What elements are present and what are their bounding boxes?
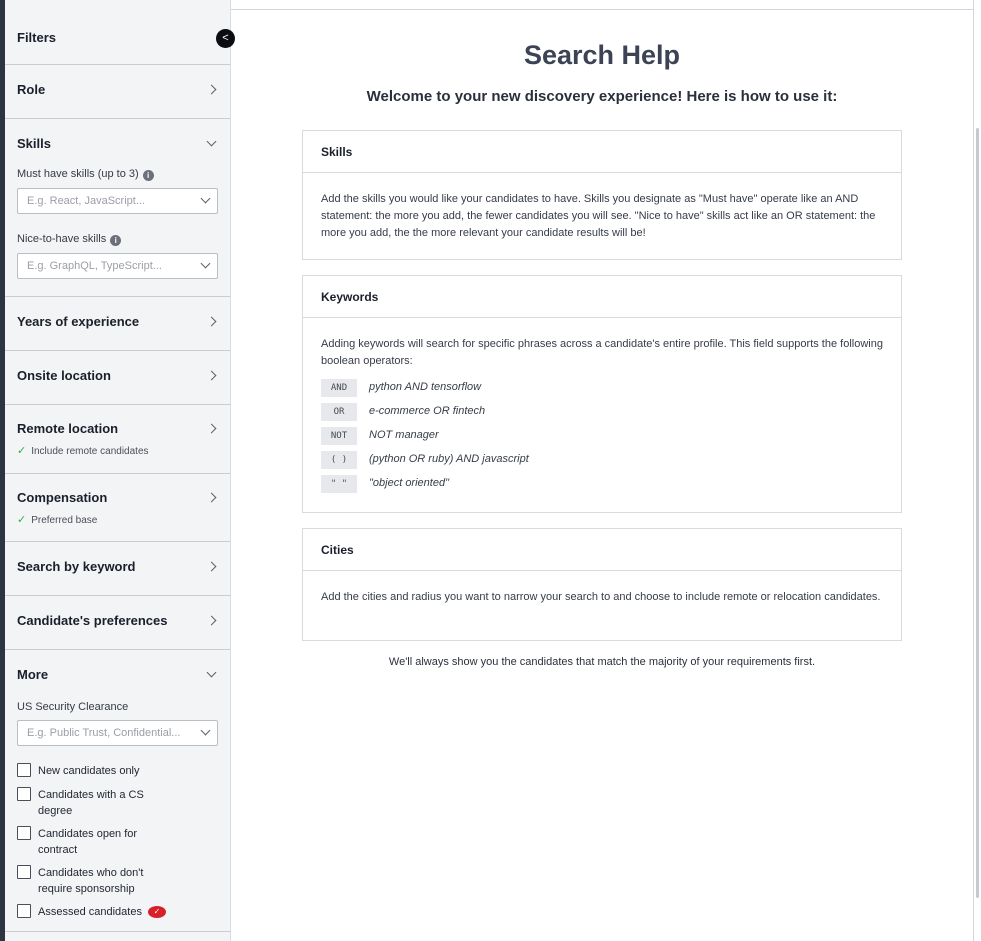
- compensation-summary: [17, 513, 97, 526]
- skills-card-body: Add the skills you would like your candidates to have. Skills you designate as "Must have" operate like an AND statement: the more you add, the fewer candidates you will see. "Nice to have" skills act like an OR statement: the more you add, the the more relevant your candidate results will be!: [321, 193, 876, 239]
- chevron-right-icon: [206, 559, 216, 573]
- must-have-skills-label: [17, 168, 154, 181]
- remote-summary-text: Include remote candidates: [31, 446, 149, 457]
- chevron-right-icon: [206, 368, 216, 382]
- filter-section-more: [5, 650, 230, 932]
- check-icon: ✓: [17, 514, 27, 526]
- assessed-badge-icon: ✓: [148, 906, 166, 918]
- checkbox-no-sponsorship[interactable]: [17, 865, 217, 897]
- filters-sidebar: [5, 0, 231, 941]
- remote-summary: [17, 444, 149, 457]
- filter-section-years-of-experience[interactable]: [5, 297, 230, 351]
- operator-row: [321, 424, 883, 447]
- operator-example: NOT manager: [369, 429, 439, 441]
- keyword-title: Search by keyword: [17, 559, 136, 574]
- checkbox[interactable]: [17, 763, 31, 777]
- checkbox[interactable]: [17, 904, 31, 918]
- compensation-title: Compensation: [17, 490, 108, 505]
- chevron-down-icon: [201, 194, 211, 204]
- top-divider: [231, 0, 974, 10]
- checkbox-cs-degree[interactable]: [17, 787, 217, 819]
- operator-tag: AND: [321, 379, 357, 397]
- chevron-down-icon: [201, 726, 211, 736]
- operator-tag: ( ): [321, 451, 357, 469]
- keywords-card-title: Keywords: [303, 276, 901, 318]
- checkbox-open-for-contract[interactable]: [17, 826, 217, 858]
- chevron-right-icon: [206, 82, 216, 96]
- filter-section-skills: [5, 119, 230, 297]
- filter-section-search-by-keyword[interactable]: [5, 542, 230, 596]
- operator-example: e-commerce OR fintech: [369, 405, 486, 417]
- checkbox-label-line2: require sponsorship: [38, 883, 135, 895]
- nice-to-have-placeholder: E.g. GraphQL, TypeScript...: [27, 260, 162, 272]
- chevron-down-icon: [201, 259, 211, 269]
- cities-card-title: Cities: [303, 529, 901, 571]
- operator-example: python AND tensorflow: [369, 381, 482, 393]
- page-title: Search Help: [523, 40, 681, 70]
- page-scrollbar[interactable]: [976, 128, 979, 898]
- filters-header: Filters: [5, 0, 230, 65]
- skills-title[interactable]: Skills: [17, 136, 51, 151]
- cities-card-body: Add the cities and radius you want to narrow your search to and choose to include remote or relocation candidates.: [321, 591, 881, 603]
- operator-example: "object oriented": [369, 477, 449, 489]
- nice-to-have-skills-select[interactable]: [17, 253, 218, 279]
- must-have-label-text: Must have skills (up to 3): [17, 168, 139, 180]
- filter-section-candidate-preferences[interactable]: [5, 596, 230, 650]
- right-divider: [973, 0, 974, 941]
- nice-to-have-skills-label: [17, 233, 121, 246]
- must-have-placeholder: E.g. React, JavaScript...: [27, 195, 145, 207]
- security-clearance-select[interactable]: [17, 720, 218, 746]
- remote-title: Remote location: [17, 421, 119, 436]
- operator-row: [321, 472, 883, 495]
- filter-section-compensation[interactable]: [5, 474, 230, 542]
- onsite-title: Onsite location: [17, 368, 111, 383]
- cities-help-card: [302, 528, 902, 641]
- operator-example: (python OR ruby) AND javascript: [369, 453, 529, 465]
- chevron-right-icon: [206, 314, 216, 328]
- operator-row: [321, 400, 883, 423]
- skills-help-card: [302, 130, 902, 260]
- operator-tag: OR: [321, 403, 357, 421]
- page-subtitle: Welcome to your new discovery experience! Here is how to use it:: [366, 88, 838, 105]
- years-title: Years of experience: [17, 314, 140, 329]
- operator-row: [321, 448, 883, 471]
- nice-label-text: Nice-to-have skills: [17, 233, 107, 245]
- checkbox-label-line1: Candidates open for: [38, 828, 138, 840]
- chevron-right-icon: [206, 613, 216, 627]
- chevron-down-icon[interactable]: [206, 134, 216, 148]
- operator-tag: NOT: [321, 427, 357, 445]
- footer-note: We'll always show you the candidates that match the majority of your requirements first.: [388, 656, 816, 668]
- check-icon: ✓: [17, 445, 27, 457]
- info-icon[interactable]: i: [110, 235, 121, 246]
- keywords-description: Adding keywords will search for specific phrases across a candidate's entire profile. This field supports the following boolean operators:: [321, 338, 883, 367]
- more-title[interactable]: More: [17, 667, 49, 682]
- keywords-card-body: [303, 318, 901, 495]
- checkbox-assessed-candidates[interactable]: [17, 904, 217, 920]
- info-icon[interactable]: i: [143, 170, 154, 181]
- checkbox-label-line1: Candidates with a CS: [38, 789, 144, 801]
- checkbox-label-line2: degree: [38, 805, 73, 817]
- checkbox[interactable]: [17, 865, 31, 879]
- security-clearance-label: US Security Clearance: [17, 701, 129, 713]
- assessed-label-text: Assessed candidates: [38, 906, 142, 918]
- filter-section-onsite-location[interactable]: [5, 351, 230, 405]
- operator-tag: " ": [321, 475, 357, 493]
- skills-card-title: Skills: [303, 131, 901, 173]
- compensation-summary-text: Preferred base: [31, 515, 98, 526]
- preferences-title: Candidate's preferences: [17, 613, 168, 628]
- checkbox[interactable]: [17, 787, 31, 801]
- checkbox-label-line2: contract: [38, 844, 78, 856]
- checkbox-label: New candidates only: [38, 765, 140, 777]
- collapse-sidebar-button[interactable]: <: [216, 29, 235, 48]
- keywords-help-card: [302, 275, 902, 513]
- checkbox[interactable]: [17, 826, 31, 840]
- role-title: Role: [17, 82, 46, 97]
- checkbox-label-line1: Candidates who don't: [38, 867, 144, 879]
- chevron-right-icon: [206, 490, 216, 504]
- checkbox-label: [38, 904, 217, 920]
- checkbox-new-candidates[interactable]: [17, 763, 217, 779]
- chevron-right-icon: [206, 421, 216, 435]
- filter-section-remote-location[interactable]: [5, 405, 230, 474]
- chevron-down-icon[interactable]: [206, 665, 216, 679]
- operator-row: [321, 376, 883, 399]
- filter-section-role[interactable]: [5, 65, 230, 119]
- security-clearance-placeholder: E.g. Public Trust, Confidential...: [27, 727, 181, 739]
- must-have-skills-select[interactable]: [17, 188, 218, 214]
